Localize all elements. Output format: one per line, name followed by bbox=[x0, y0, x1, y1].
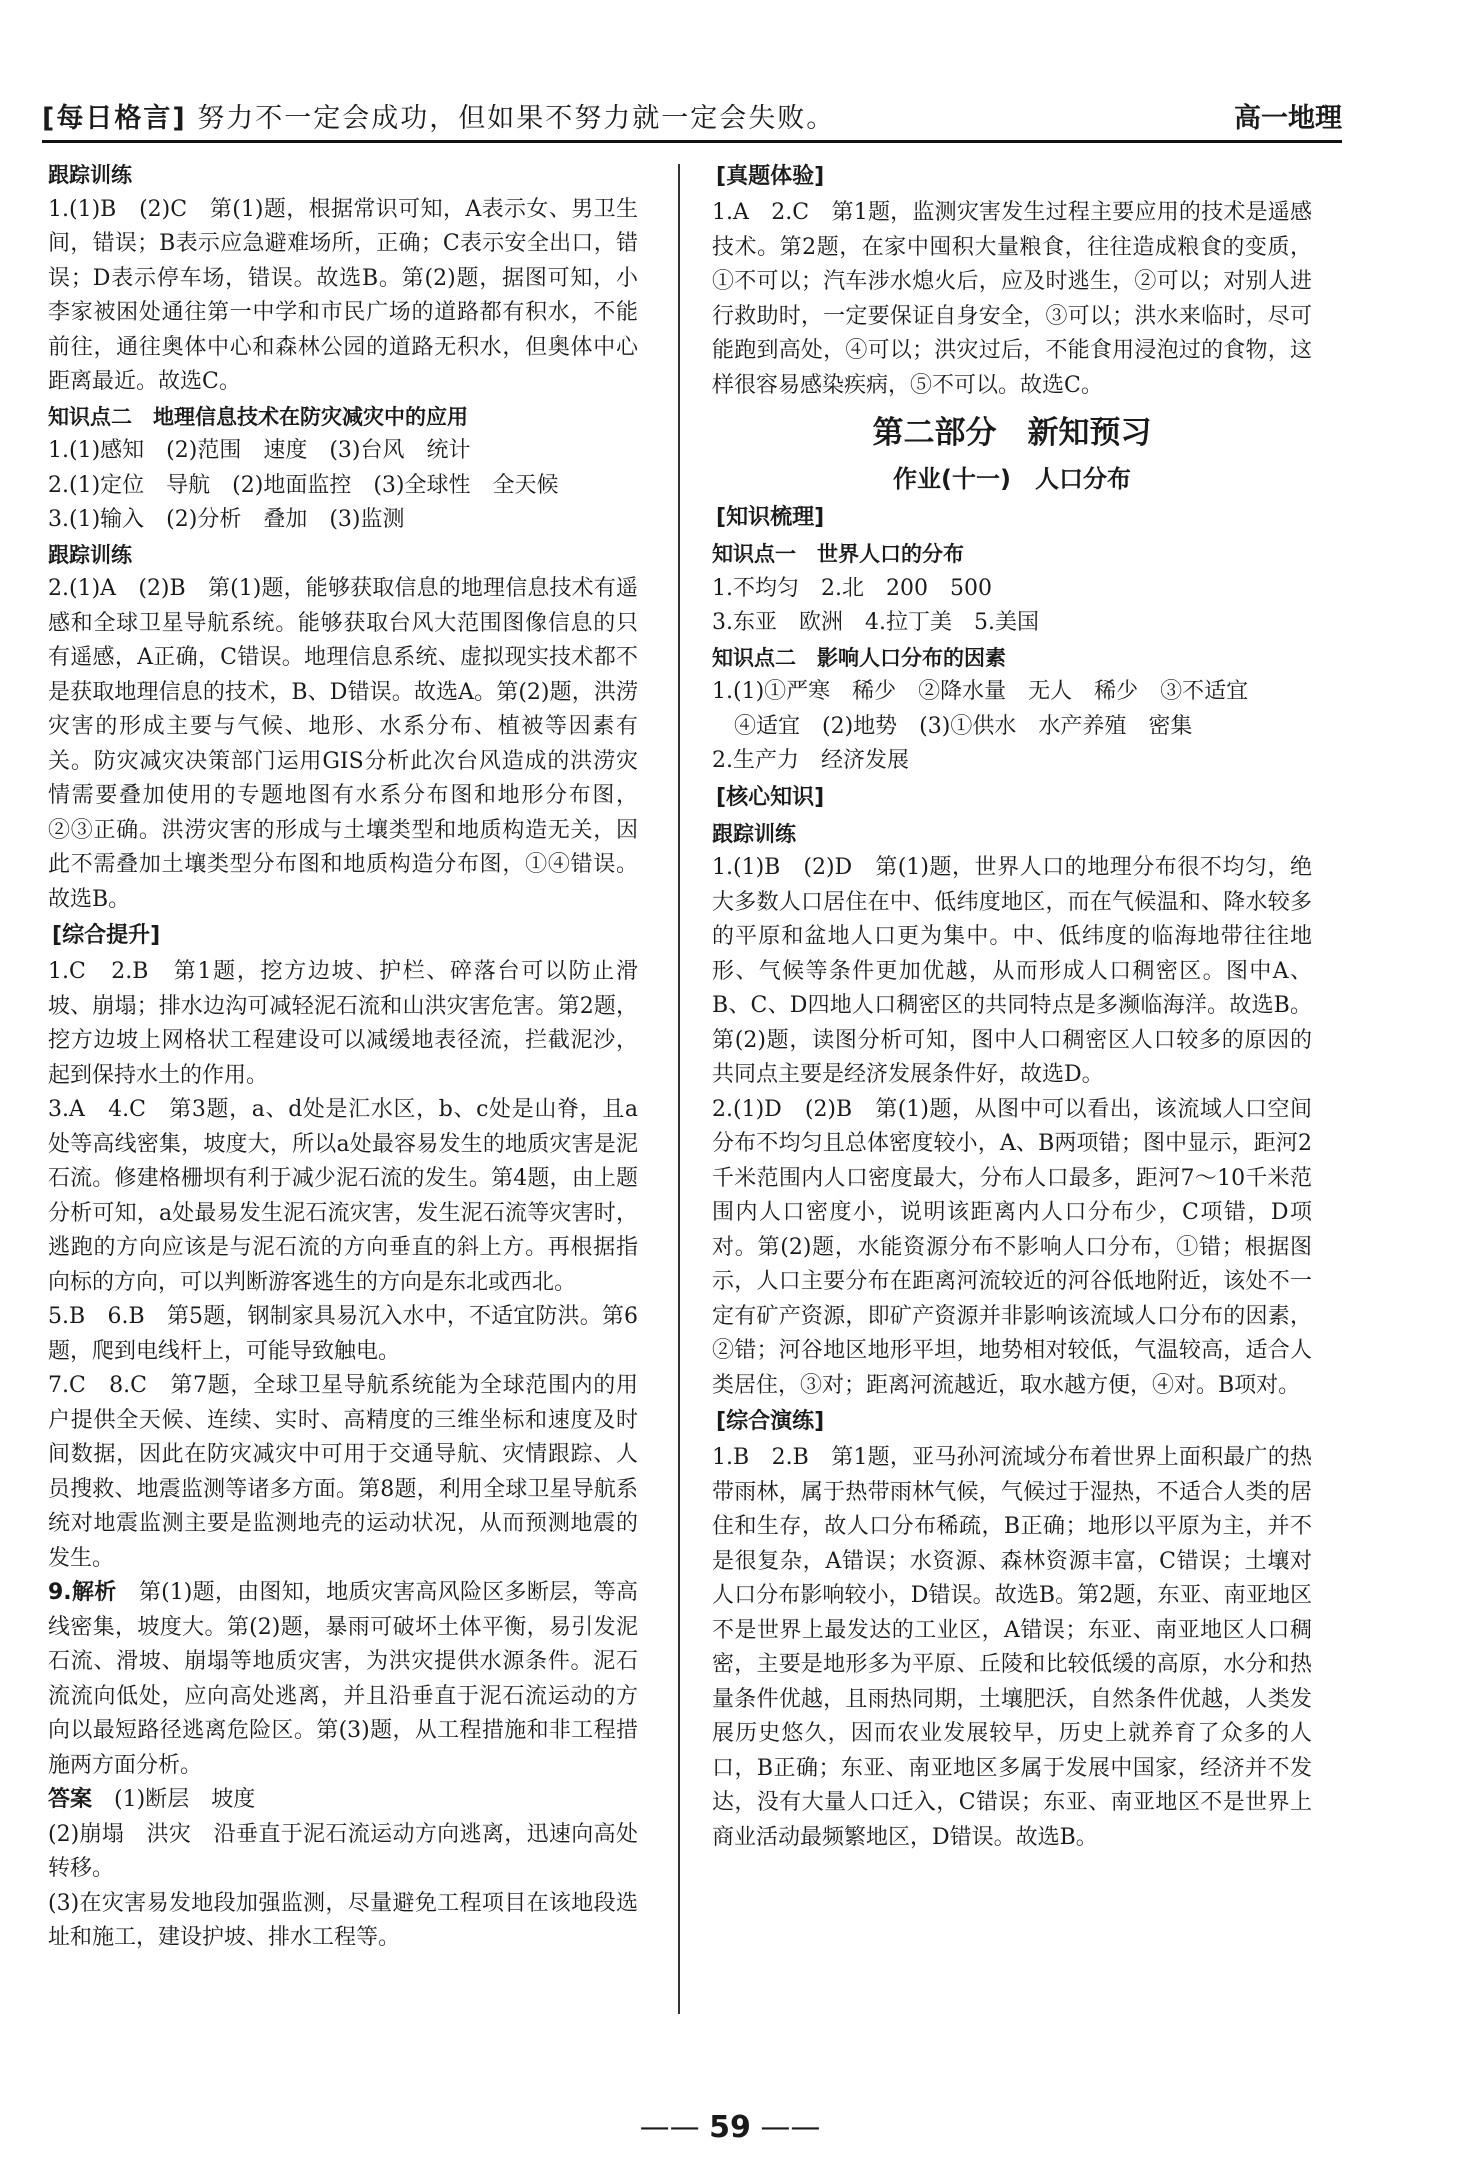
knowledge-line: 1.(1)感知 (2)范围 速度 (3)台风 统计 bbox=[48, 438, 471, 463]
answer-paragraph: 1.(1)B (2)D 第(1)题，世界人口的地理分布很不均匀，绝大多数人口居住在中、低纬度地区，而在气候温和、降水较多的平原和盆地人口更为集中。中、低纬度的临海地带往往地形、气候等条件更加优越，从而形成人口稠密区。图中A、B、C、D四地人口稠密区的共同特点是多濒临海洋。故选B。第(2)题，读图分析可知，图中人口稠密区人口较多的原因的共同点主要是经济发展条件好，故选D。 bbox=[712, 855, 1312, 1087]
answer-line: (3)在灾害易发地段加强监测，尽量避免工程项目在该地段选址和施工，建设护坡、排水工程等。 bbox=[48, 1890, 638, 1950]
left-column bbox=[48, 158, 638, 1956]
part-title: 第二部分 新知预习 bbox=[872, 415, 1152, 451]
answer-paragraph: 1.A 2.C 第1题，监测灾害发生过程主要应用的技术是遥感技术。第2题，在家中囤积大量粮食，往往造成粮食的变质，①不可以；汽车涉水熄火后，应及时逃生，②可以；对别人进行救助时，一定要保证自身安全，③可以；洪水来临时，尽可能跑到高处，④可以；洪灾过后，不能食用浸泡过的食物，这样很容易感染疾病，⑤不可以。故选C。 bbox=[712, 200, 1312, 398]
subject-title: 高一地理 bbox=[1234, 103, 1342, 134]
knowledge-line: 2.(1)定位 导航 (2)地面监控 (3)全球性 全天候 bbox=[48, 472, 559, 498]
page-header bbox=[42, 96, 1342, 140]
answer-text: (1)断层 坡度 bbox=[114, 1787, 256, 1812]
section-heading: 知识点一 世界人口的分布 bbox=[712, 542, 964, 566]
header-rule bbox=[42, 140, 1342, 143]
knowledge-line: 3.(1)输入 (2)分析 叠加 (3)监测 bbox=[48, 507, 405, 532]
section-heading: 跟踪训练 bbox=[48, 542, 132, 567]
knowledge-line: ④适宜 (2)地势 (3)①供水 水产养殖 密集 bbox=[734, 713, 1193, 739]
section-heading: 知识点二 影响人口分布的因素 bbox=[712, 645, 1006, 670]
answer-paragraph: 2.(1)D (2)B 第(1)题，从图中可以看出，该流域人口空间分布不均匀且总体密度较小，A、B两项错；图中显示，距河2千米范围内人口密度最大，分布人口最多，距河7～10千米范围内人口密度小，说明该距离内人口分布少，C项错，D项对。第(2)题，水能资源分布不影响人口分布，①错；根据图示，人口主要分布在距离河流较近的河谷低地附近，该处不一定有矿产资源，即矿产资源并非影响该流域人口分布的因素，②错；河谷地区地形平坦，地势相对较低，气温较高，适合人类居住，③对；距离河流越近，取水越方便，④对。B项对。 bbox=[712, 1096, 1312, 1398]
answer-line bbox=[48, 1783, 638, 1818]
section-box-title: [ 核心知识 ] bbox=[712, 782, 828, 814]
analysis-label: 9.解析 bbox=[48, 1580, 117, 1605]
motto-text: 努力不一定会成功，但如果不努力就一定会失败。 bbox=[197, 103, 836, 134]
section-box-title: [ 知识梳理 ] bbox=[712, 502, 828, 534]
answer-paragraph: 1.B 2.B 第1题，亚马孙河流域分布着世界上面积最广的热带雨林，属于热带雨林气候，气候过于湿热，不适合人类的居住和生存，故人口分布稀疏，B正确；地形以平原为主，并不是很复杂，A错误；水资源、森林资源丰富，C错误；土壤对人口分布影响较小，D错误。故选B。第2题，东亚、南亚地区不是世界上最发达的工业区，A错误；东亚、南亚地区人口稠密，主要是地形多为平原、丘陵和比较低缓的高原，水分和热量条件优越，且雨热同期，土壤肥沃，自然条件优越，人类发展历史悠久，因而农业发展较早，历史上就养育了众多的人口，B正确；东亚、南亚地区多属于发展中国家，经济并不发达，没有大量人口迁入，C错误；东亚、南亚地区不是世界上商业活动最频繁地区，D错误。故选B。 bbox=[712, 1445, 1312, 1850]
answer-paragraph: 5.B 6.B 第5题，钢制家具易沉入水中，不适宜防洪。第6题，爬到电线杆上，可能导致触电。 bbox=[48, 1304, 638, 1364]
knowledge-line: 3.东亚 欧洲 4.拉丁美 5.美国 bbox=[712, 610, 1039, 635]
section-heading: 知识点二 地理信息技术在防灾减灾中的应用 bbox=[48, 404, 468, 429]
analysis-text: 第(1)题，由图知，地质灾害高风险区多断层，等高线密集，坡度大。第(2)题，暴雨可破坏土体平衡，易引发泥石流、滑坡、崩塌等地质灾害，为洪灾提供水源条件。泥石流流向低处，应向高处逃离，并且沿垂直于泥石流运动的方向以最短路径逃离危险区。第(3)题，从工程措施和非工程措施两方面分析。 bbox=[48, 1580, 638, 1778]
knowledge-line: 1.不均匀 2.北 200 500 bbox=[712, 575, 992, 601]
column-divider bbox=[678, 164, 680, 2014]
section-box-title: [ 综合演练 ] bbox=[712, 1406, 828, 1438]
answer-label: 答案 bbox=[48, 1787, 93, 1812]
section-box-title: [ 真题体验 ] bbox=[712, 161, 828, 193]
daily-motto bbox=[42, 96, 835, 135]
answer-paragraph: 7.C 8.C 第7题，全球卫星导航系统能为全球范围内的用户提供全天候、连续、实时、高精度的三维坐标和速度及时间数据，因此在防灾减灾中可用于交通导航、灾情跟踪、人员搜救、地震监测等诸多方面。第8题，利用全球卫星导航系统对地震监测主要是监测地壳的运动状况，从而预测地震的发生。 bbox=[48, 1373, 638, 1571]
assignment-title: 作业(十一) 人口分布 bbox=[893, 465, 1131, 493]
right-column bbox=[712, 158, 1312, 1855]
answer-paragraph: 1.C 2.B 第1题，挖方边坡、护栏、碎落台可以防止滑坡、崩塌；排水边沟可减轻泥石流和山洪灾害危害。第2题，挖方边坡上网格状工程建设可以减缓地表径流，拦截泥沙，起到保持水土的作用。 bbox=[48, 959, 638, 1088]
answer-paragraph: 3.A 4.C 第3题，a、d处是汇水区，b、c处是山脊，且a处等高线密集，坡度大，所以a处最容易发生的地质灾害是泥石流。修建格栅坝有利于减少泥石流的发生。第4题，由上题分析可知，a处最易发生泥石流灾害，发生泥石流等灾害时，逃跑的方向应该是与泥石流的方向垂直的斜上方。再根据指向标的方向，可以判断游客逃生的方向是东北或西北。 bbox=[48, 1097, 638, 1295]
knowledge-line: 2.生产力 经济发展 bbox=[712, 748, 909, 773]
motto-label: [每日格言] bbox=[42, 103, 187, 134]
answer-paragraph: 1.(1)B (2)C 第(1)题，根据常识可知，A表示女、男卫生间，错误；B表示应急避难场所，正确；C表示安全出口，错误；D表示停车场，错误。故选B。第(2)题，据图可知，小李家被困处通往第一中学和市民广场的道路都有积水，不能前往，通往奥体中心和森林公园的道路无积水，但奥体中心距离最近。故选C。 bbox=[48, 196, 638, 394]
page-number: —— 59 —— bbox=[580, 2110, 880, 2145]
answer-line: (2)崩塌 洪灾 沿垂直于泥石流运动方向逃离，迅速向高处转移。 bbox=[48, 1821, 638, 1881]
knowledge-line: 1.(1)①严寒 稀少 ②降水量 无人 稀少 ③不适宜 bbox=[712, 679, 1249, 704]
section-heading: 跟踪训练 bbox=[712, 821, 796, 846]
section-box-title: [ 综合提升 ] bbox=[48, 920, 164, 952]
answer-paragraph bbox=[48, 1576, 638, 1783]
answer-paragraph: 2.(1)A (2)B 第(1)题，能够获取信息的地理信息技术有遥感和全球卫星导航系统。能够获取台风大范围图像信息的只有遥感，A正确，C错误。地理信息系统、虚拟现实技术都不是获取地理信息的技术，B、D错误。故选A。第(2)题，洪涝灾害的形成主要与气候、地形、水系分布、植被等因素有关。防灾减灾决策部门运用GIS分析此次台风造成的洪涝灾情需要叠加使用的专题地图有水系分布图和地形分布图，②③正确。洪涝灾害的形成与土壤类型和地质构造无关，因此不需叠加土壤类型分布图和地质构造分布图，①④错误。故选B。 bbox=[48, 576, 638, 912]
section-heading: 跟踪训练 bbox=[48, 163, 132, 187]
